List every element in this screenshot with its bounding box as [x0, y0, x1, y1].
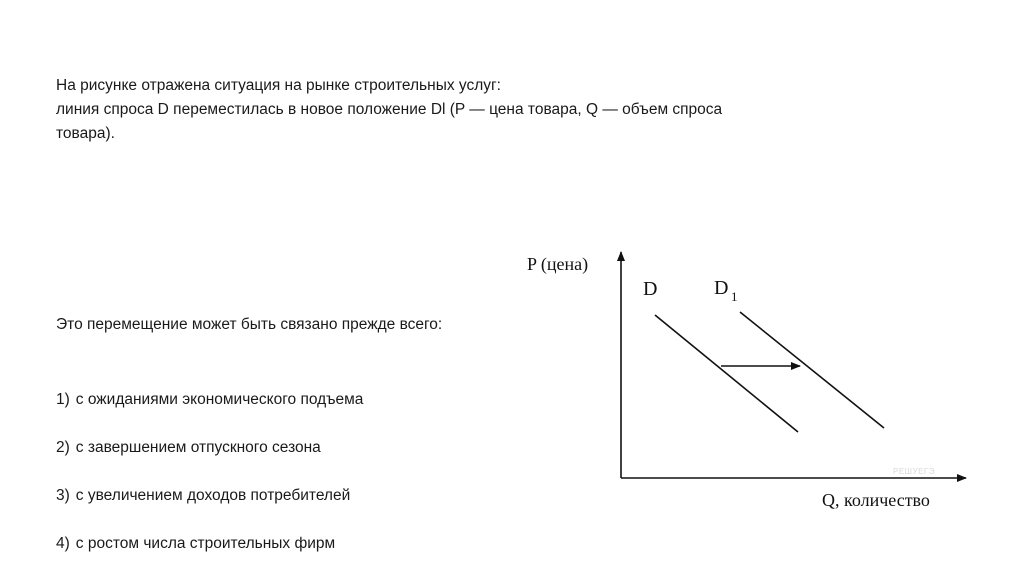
curve-d-label: D — [643, 278, 658, 300]
y-axis-label: P (цена) — [527, 254, 589, 274]
option-text: с завершением отпускного сезона — [75, 439, 321, 456]
demand-curve-d1 — [740, 312, 884, 428]
curve-d1-subscript: 1 — [731, 289, 738, 304]
curve-d1-label: D — [714, 277, 729, 299]
x-axis-label: Q, количество — [822, 490, 930, 510]
option-number: 4) — [56, 535, 70, 552]
question-prompt: Это перемещение может быть связано прежде всего: — [56, 316, 443, 333]
demand-curve-d — [655, 315, 798, 432]
question-line-2: линия спроса D переместилась в новое положение Dl (P — цена товара, Q — объем спроса — [56, 101, 723, 118]
watermark: РЕШУЕГЭ — [893, 467, 936, 476]
question-line-3: товара). — [56, 125, 115, 142]
option-text: с ростом числа строительных фирм — [75, 535, 336, 552]
option-text: с увеличением доходов потребителей — [75, 487, 351, 504]
option-text: с ожиданиями экономического подъема — [75, 391, 364, 408]
question-line-1: На рисунке отражена ситуация на рынке строительных услуг: — [56, 77, 501, 94]
option-number: 1) — [56, 391, 70, 408]
option-number: 2) — [56, 439, 70, 456]
option-number: 3) — [56, 487, 70, 504]
